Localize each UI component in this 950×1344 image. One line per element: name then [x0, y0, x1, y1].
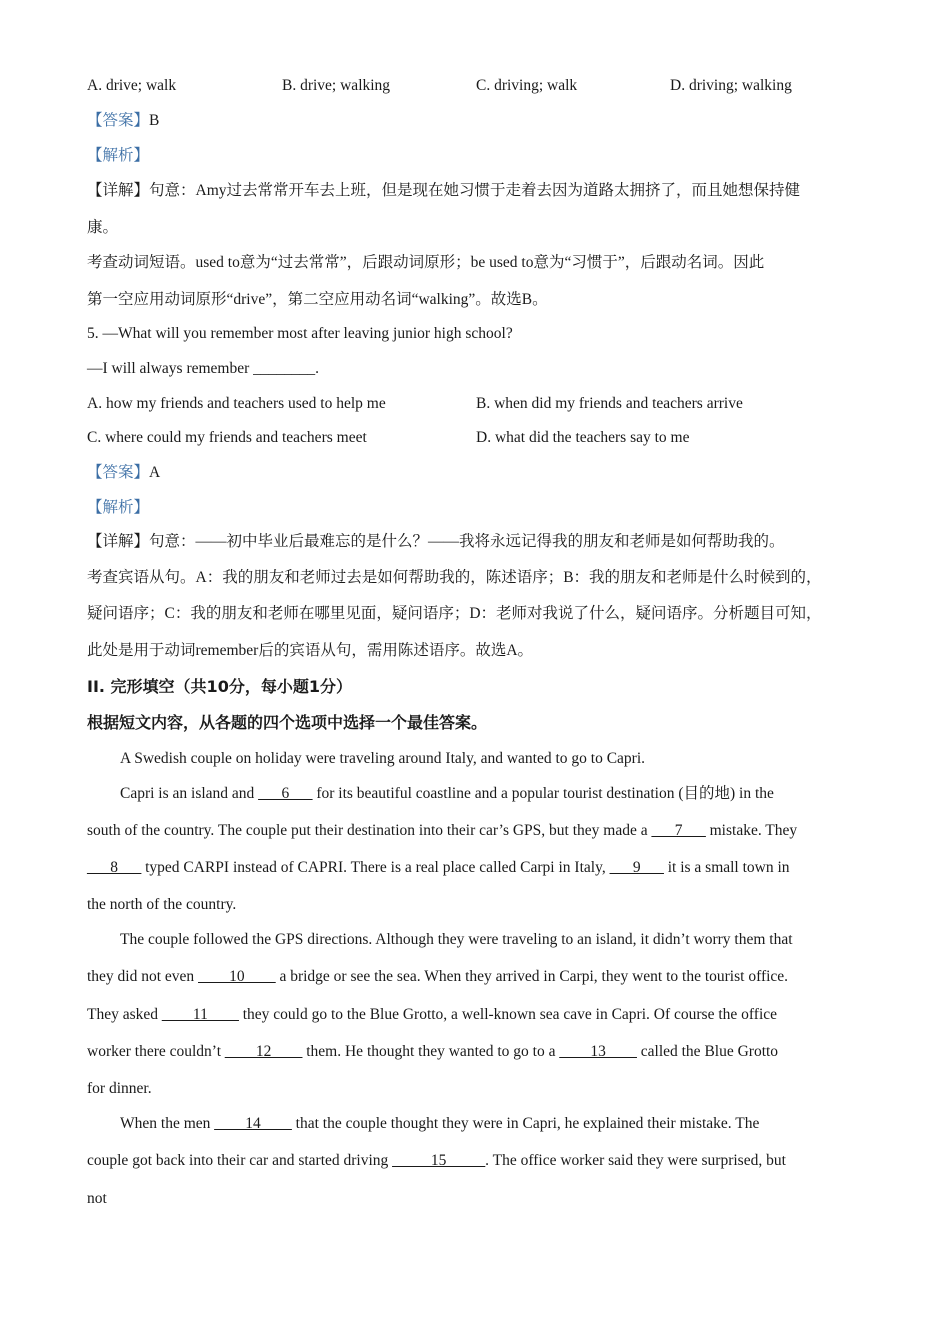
answer-tag: 【答案】 [87, 112, 150, 129]
blank-13: ____13____ [559, 1043, 637, 1060]
passage-line-7: They asked ____11____ they could go to the Blue Grotto, a well-known sea cave in Capri. Of course the office [87, 1006, 778, 1023]
q5-detail-line-4: 此处是用于动词remember后的宾语从句，需用陈述语序。故选A。 [87, 642, 534, 659]
answer-value: A [149, 464, 161, 481]
q4-answer [87, 111, 159, 131]
passage-paragraph-1: A Swedish couple on holiday were traveling around Italy, and wanted to go to Capri. [120, 750, 646, 767]
passage-line-8: worker there couldn’t ____12____ them. He thought they wanted to go to a ____13____ called the Blue Grotto [87, 1043, 779, 1060]
q5-detail-line-3: 疑问语序；C：我的朋友和老师在哪里见面，疑问语序；D：老师对我说了什么，疑问语序。分析题目可知， [87, 605, 822, 622]
blank-10: ____10____ [198, 968, 276, 985]
q5-detail-line-1: 【详解】句意：——初中毕业后最难忘的是什么？——我将永远记得我的朋友和老师是如何帮助我的。 [87, 533, 785, 550]
q4-option-c: C. driving; walk [476, 77, 578, 94]
detail-tag: 【详解】 [87, 533, 150, 550]
detail-tag: 【详解】 [87, 182, 150, 199]
q4-detail-line-4: 第一空应用动词原形“drive”，第二空应用动名词“walking”。故选B。 [87, 291, 548, 308]
passage-line-6: they did not even ____10____ a bridge or see the sea. When they arrived in Carpi, they went to the tourist office. [87, 968, 789, 985]
answer-value: B [149, 112, 160, 129]
q5-option-c: C. where could my friends and teachers meet [87, 429, 367, 446]
q4-detail-line-3: 考查动词短语。used to意为“过去常常”，后跟动词原形；be used to意为“习惯于”，后跟动名词。因此 [87, 254, 765, 271]
passage-line-10: When the men ____14____ that the couple thought they were in Capri, he explained their mistake. The [120, 1115, 760, 1132]
q4-option-b: B. drive; walking [282, 77, 391, 94]
q4-option-a: A. drive; walk [87, 77, 177, 94]
q5-option-d: D. what did the teachers say to me [476, 429, 690, 446]
passage-line-1: Capri is an island and ___6___ for its beautiful coastline and a popular tourist destination (目的地) in the [120, 785, 774, 802]
passage-line-4: the north of the country. [87, 896, 237, 913]
section-title: II. 完形填空（共10分，每小题1分） [87, 677, 352, 696]
blank-12: ____12____ [224, 1043, 303, 1060]
blank-7: ___7___ [651, 822, 706, 839]
q5-analysis-tag: 【解析】 [87, 499, 150, 516]
q4-detail-line-2: 康。 [87, 219, 119, 236]
q4-detail-line-1: 【详解】句意：Amy过去常常开车去上班，但是现在她习惯于走着去因为道路太拥挤了，而且她想保持健 [87, 182, 801, 199]
passage-line-2: south of the country. The couple put their destination into their car’s GPS, but they made a ___7___ mistake. They [87, 822, 798, 839]
blank-11: ____11____ [161, 1006, 239, 1023]
blank-14: ____14____ [214, 1115, 292, 1132]
q5-question: 5. —What will you remember most after leaving junior high school? [87, 325, 513, 342]
blank-9: ___9___ [609, 859, 664, 876]
q5-option-b: B. when did my friends and teachers arrive [476, 395, 743, 412]
blank-15: _____15_____ [392, 1152, 486, 1169]
section-instruction: 根据短文内容，从各题的四个选项中选择一个最佳答案。 [87, 713, 488, 732]
q5-reply: —I will always remember ________. [87, 360, 320, 377]
q5-option-a: A. how my friends and teachers used to help me [87, 395, 386, 412]
q5-answer [87, 463, 160, 483]
passage-line-11: couple got back into their car and started driving _____15_____. The office worker said they were surprised, but [87, 1152, 786, 1169]
answer-tag: 【答案】 [87, 464, 150, 481]
passage-line-12: not [87, 1190, 107, 1207]
q4-option-d: D. driving; walking [670, 77, 792, 94]
blank-8: ___8___ [87, 859, 142, 876]
passage-line-3: ___8___ typed CARPI instead of CAPRI. There is a real place called Carpi in Italy, ___9___ it is a small town in [87, 859, 790, 876]
q4-analysis-tag: 【解析】 [87, 147, 150, 164]
blank-6: ___6___ [258, 785, 313, 802]
passage-line-5: The couple followed the GPS directions. Although they were traveling to an island, it didn’t worry them that [120, 931, 793, 948]
q5-detail-line-2: 考查宾语从句。A：我的朋友和老师过去是如何帮助我的，陈述语序；B：我的朋友和老师是什么时候到的， [87, 569, 822, 586]
passage-line-9: for dinner. [87, 1080, 152, 1097]
